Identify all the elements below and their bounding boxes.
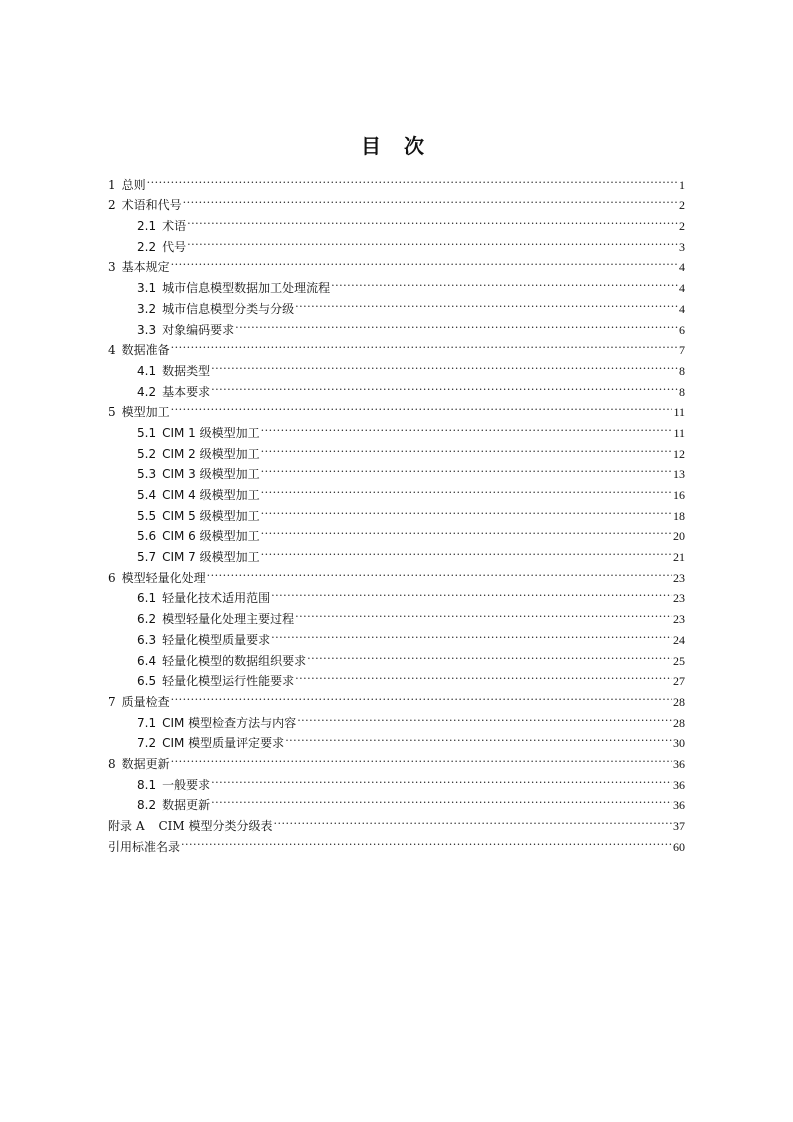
toc-entry-label: 基本规定 [121,260,170,275]
toc-entry-number: 2.1 [137,219,157,234]
toc-entry[interactable] [108,396,685,420]
dot-leader [207,561,672,582]
toc-entry-page-number: 18 [673,508,685,523]
toc-entry-page-number: 4 [679,301,685,316]
dot-leader [295,602,672,623]
toc-entry-label: 城市信息模型分类与分级 [162,301,295,316]
toc-entry[interactable] [108,354,685,378]
toc-entry-page-number: 23 [673,612,685,627]
toc-entry-title [108,692,171,713]
toc-entry-number: 2 [108,198,116,213]
dot-leader [295,292,678,313]
toc-entry-page-number: 7 [679,343,685,358]
toc-entry-title [137,485,261,506]
toc-entry-number: 8 [108,756,116,771]
toc-entry[interactable] [108,747,685,771]
toc-entry-label: 数据准备 [121,343,170,358]
dot-leader [271,582,672,603]
toc-entry-title [137,795,211,816]
toc-entry[interactable] [108,209,685,234]
toc-entry-number: 6.3 [137,632,157,647]
toc-entry-title [137,713,297,734]
toc-entry-page-number: 60 [673,839,685,854]
toc-entry-label: 轻量化技术适用范围 [162,591,271,606]
toc-entry-label: 术语 [162,219,187,234]
dot-leader [261,458,672,479]
toc-entry-number: 6.5 [137,674,157,689]
toc-entry-number: 8.1 [137,777,157,792]
toc-entry-page-number: 20 [673,529,685,544]
toc-entry-page-number: 28 [673,694,685,709]
toc-entry-number: 8.2 [137,798,157,813]
toc-entry[interactable] [108,334,685,358]
toc-entry-label: 质量检查 [121,694,170,709]
dot-leader [211,789,672,810]
toc-entry-label: CIM 模型检查方法与内容 [162,715,297,730]
toc-entry-label: CIM 2 级模型加工 [162,446,260,461]
toc-entry-number: 6.2 [137,612,157,627]
dot-leader [235,313,678,334]
toc-entry-page-number: 27 [673,674,685,689]
toc-entry-page-number: 16 [673,488,685,502]
toc-entry-title [108,175,147,196]
toc-entry-number: 4.1 [137,363,157,378]
toc-entry-title [137,588,271,609]
toc-entry-page-number: 6 [679,322,685,337]
dot-leader [183,189,678,210]
toc-entry-title [137,506,261,527]
toc-entry-title [137,464,261,485]
dot-leader [271,623,672,644]
toc-entry[interactable] [108,168,685,192]
toc-entry[interactable] [108,230,685,254]
toc-entry-page-number: 36 [673,777,685,792]
toc-entry-label: 术语和代号 [121,198,182,213]
toc-entry-label: CIM 6 级模型加工 [162,529,260,544]
toc-entry-page-number: 13 [673,467,685,482]
toc-entry-title [137,423,261,444]
toc-entry-number: 5.6 [137,529,157,544]
toc-entry-page-number: 8 [679,384,685,399]
toc-entry-title [108,257,171,278]
toc-entry[interactable] [108,830,685,854]
toc-entry-page-number: 11 [673,405,685,420]
toc-entry-label: 模型加工 [121,405,170,420]
toc-entry-title [137,361,211,382]
toc-entry-page-number: 11 [673,425,685,440]
toc-entry-label: 轻量化模型质量要求 [162,632,271,647]
toc-entry-page-number: 28 [673,715,685,730]
toc-entry-label: CIM 模型质量评定要求 [162,736,285,751]
toc-entry[interactable] [108,706,685,730]
toc-entry-label: 模型轻量化处理 [121,570,206,585]
toc-entry-title [108,754,171,775]
toc-entry-page-number: 30 [673,736,685,751]
toc-entry-label: CIM 1 级模型加工 [162,425,260,440]
toc-entry-number: 5.3 [137,467,157,482]
toc-entry-number: 4.2 [137,384,157,399]
dot-leader [307,644,672,665]
toc-entry-number: 6 [108,570,116,585]
dot-leader [171,685,672,706]
dot-leader [187,209,678,230]
toc-entry-page-number: 3 [679,239,685,254]
toc-entry-label: 数据更新 [121,756,170,771]
dot-leader [261,437,672,458]
toc-entry-label: CIM 5 级模型加工 [162,508,260,523]
dot-leader [297,706,672,727]
toc-entry-label: CIM 3 级模型加工 [162,467,260,482]
toc-entry[interactable] [108,416,685,440]
toc-entry-page-number: 12 [673,446,685,461]
dot-leader [147,168,678,189]
dot-leader [261,540,672,561]
toc-entry-number: 5.5 [137,508,157,523]
toc-entry[interactable] [108,251,685,275]
toc-entry-label: 数据类型 [162,363,211,378]
toc-entry-page-number: 21 [673,550,685,565]
toc-entry-page-number: 4 [679,260,685,275]
page-title: 目 次 [361,134,432,158]
dot-leader [274,809,672,830]
toc-entry-title [108,195,183,216]
toc-entry-label: 基本要求 [162,384,211,399]
toc-entry-label: CIM 4 级模型加工 [162,488,260,502]
toc-entry-number: 5.4 [137,488,157,502]
toc-entry-page-number: 37 [673,819,685,833]
toc-entry-number: 3.2 [137,301,157,316]
toc-entry-number: 附录 A [108,819,145,833]
toc-entry-number: 5.2 [137,446,157,461]
toc-entry-title [137,775,211,796]
toc-entry-page-number: 8 [679,363,685,378]
toc-entry-page-number: 36 [673,798,685,813]
dot-leader [187,230,678,251]
toc-entry-number: 3.1 [137,281,157,296]
dot-leader [171,396,673,417]
toc-entry-label: CIM 7 级模型加工 [162,550,260,565]
dot-leader [211,354,678,375]
toc-entry-number: 7.2 [137,736,157,751]
dot-leader [261,499,672,520]
dot-leader [211,375,678,396]
toc-entry-page-number: 2 [679,219,685,234]
toc-entry-title [137,630,271,651]
toc-entry-title [108,568,207,589]
toc-entry-label: 城市信息模型数据加工处理流程 [162,281,331,296]
toc-entry-label: 一般要求 [162,777,211,792]
dot-leader [211,768,672,789]
toc-entry[interactable] [108,685,685,709]
toc-entry-number: 3.3 [137,322,157,337]
toc-entry-number: 6.4 [137,653,157,668]
toc-entry-number: 4 [108,343,116,358]
toc-entry-number: 5.1 [137,425,157,440]
toc-entry-page-number: 1 [679,177,685,192]
toc-entry[interactable] [108,189,685,213]
dot-leader [171,747,672,768]
toc-entry-number: 2.2 [137,239,157,254]
dot-leader [285,727,672,748]
toc-entry-page-number: 23 [673,591,685,606]
table-of-contents [108,168,685,854]
dot-leader [295,665,672,686]
toc-entry-page-number: 25 [673,653,685,668]
toc-entry[interactable] [108,271,685,296]
toc-entry-title [108,837,181,858]
toc-entry-title [137,444,261,465]
toc-entry-number: 7 [108,694,116,709]
toc-entry-label: CIM 模型分类分级表 [158,819,273,833]
toc-entry-label: 总则 [121,177,146,192]
dot-leader [171,334,678,355]
toc-entry-label: 轻量化模型运行性能要求 [162,674,295,689]
dot-leader [261,416,673,437]
toc-entry[interactable] [108,768,685,792]
toc-entry-number: 1 [108,177,116,192]
dot-leader [261,520,672,541]
toc-entry-label: 引用标准名录 [108,839,181,854]
toc-entry-number: 5.7 [137,550,157,565]
toc-entry-page-number: 23 [673,570,685,585]
dot-leader [261,478,672,499]
toc-entry-title [137,651,307,672]
toc-entry-number: 5 [108,405,116,420]
toc-entry-label: 代号 [162,239,187,254]
toc-entry-title [137,526,261,547]
toc-entry-label: 对象编码要求 [162,322,235,337]
dot-leader [331,271,678,292]
toc-entry-title [108,402,171,423]
toc-entry-page-number: 4 [679,281,685,296]
toc-entry-label: 轻量化模型的数据组织要求 [162,653,307,668]
toc-entry-page-number: 2 [679,198,685,213]
toc-entry-label: 数据更新 [162,798,211,813]
toc-entry-page-number: 36 [673,756,685,771]
dot-leader [181,830,672,851]
dot-leader [171,251,678,272]
toc-entry-label: 模型轻量化处理主要过程 [162,612,295,627]
toc-entry-number: 7.1 [137,715,157,730]
toc-entry-title [137,216,187,237]
toc-entry-title [108,340,171,361]
toc-entry-number: 3 [108,260,116,275]
toc-entry-page-number: 24 [673,632,685,647]
toc-entry-number: 6.1 [137,591,157,606]
